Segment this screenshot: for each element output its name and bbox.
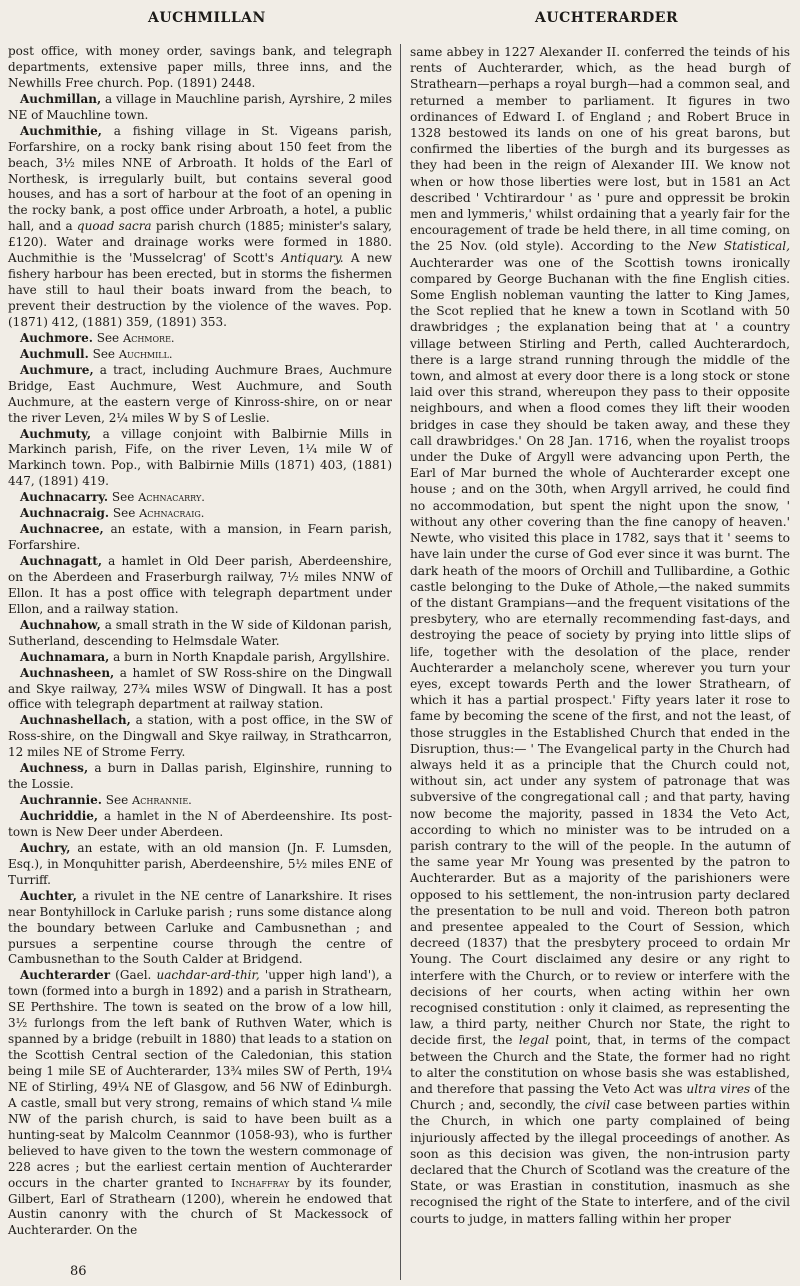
entry-auchmillan: Auchmillan, a village in Mauchline parish, Ayrshire, 2 miles NE of Mauchline town. (8, 91, 392, 122)
page-number: 86 (70, 1264, 87, 1279)
entry-auchnamara: Auchnamara, a burn in North Knapdale parish, Argyllshire. (20, 649, 390, 664)
entry-auchnacree: Auchnacree, an estate, with a mansion, in Fearn parish, Forfarshire. (8, 522, 392, 553)
right-column (410, 44, 790, 1227)
left-column (8, 44, 392, 1239)
entry-auchterarder: Auchterarder (Gael. uachdar-ard-thir, 'upper high land'), a town (formed into a burgh in 1892) and a parish in Strathearn, SE Perthshire. The town is seated on the brow of a low hill, 3½ furlongs from the left bank of Ruthven Water, which is spanned by a bridge (rebuilt in 1880) that leads to a station on the Scottish Central section of the Caledonian, this station being 1 mile SE of Auchterarder, 13¾ miles SW of Perth, 19¼ NE of Stirling, 49¼ NE of Glasgow, and 56 NW of Edinburgh. A castle, small but very strong, remains of which stand ¼ mile NW of the parish church, is said to have been built as a hunting-seat by Malcolm Ceannmor (1058-93), who is further believed to have given to the town the western commonage of 228 acres ; but the earliest certain mention of Auchterarder occurs in the charter granted to Inchaffray by its founder, Gilbert, Earl of Strathearn (1200), wherein he endowed that Austin canonry with the church of St Mackessock of Auchterarder. On the (8, 968, 392, 1238)
entry-auchnacarry: Auchnacarry. See Achnacarry. (20, 490, 205, 505)
column-divider (400, 44, 401, 1280)
entry-auchry: Auchry, an estate, with an old mansion (Jn. F. Lumsden, Esq.), in Monquhitter parish, Aberdeenshire, 5½ miles ENE of Turriff. (8, 840, 392, 887)
entry-auchriddie: Auchriddie, a hamlet in the N of Aberdeenshire. Its post-town is New Deer under Aberdeen. (8, 809, 392, 839)
continued-text: post office, with money order, savings bank, and telegraph departments, extensive paper mills, three inns, and the Newhills Free church. Pop. (1891) 2448. (8, 44, 392, 90)
running-head-right: AUCHTERARDER (535, 10, 679, 26)
entry-auchness: Auchness, a burn in Dallas parish, Elginshire, running to the Lossie. (8, 761, 392, 792)
entry-auchnacraig: Auchnacraig. See Achnacraig. (20, 506, 205, 521)
entry-auchnagatt: Auchnagatt, a hamlet in Old Deer parish, Aberdeenshire, on the Aberdeen and Fraserburgh railway, 7½ miles NNW of Ellon. It has a post office with telegraph department under Ellon, and a railway station. (8, 554, 392, 616)
entry-auchter: Auchter, a rivulet in the NE centre of Lanarkshire. It rises near Bontyhillock in Carluke parish ; runs some distance along the boundary between Carluke and Cambusnethan ; and pursues a serpentine course through the centre of Cambusnethan to the South Calder at Bridgend. (8, 888, 392, 967)
entry-auchnashellach: Auchnashellach, a station, with a post office, in the SW of Ross-shire, on the Dingwall and Skye railway, in Strathcarron, 12 miles NE of Strome Ferry. (8, 713, 392, 760)
entry-auchmuty: Auchmuty, a village conjoint with Balbirnie Mills in Markinch parish, Fife, on the river Leven, 1¼ mile W of Markinch town. Pop., with Balbirnie Mills (1871) 403, (1881) 447, (1891) 419. (8, 426, 392, 489)
entry-auchmore: Auchmore. See Achmore. (20, 330, 175, 345)
entry-auchmull: Auchmull. See Auchmill. (20, 346, 173, 361)
entry-auchmithie: Auchmithie, a fishing village in St. Vigeans parish, Forfarshire, on a rocky bank rising about 150 feet from the beach, 3½ miles NNE of Arbroath. It holds of the Earl of Northesk, is irregularly built, but contains several good houses, and has a sort of harbour at the foot of an opening in the rocky bank, a post office under Arbroath, a hotel, a public hall, and a quoad sacra parish church (1885; minister's salary, £120). Water and drainage works were formed in 1880. Auchmithie is the 'Musselcrag' of Scott's Antiquary. A new fishery harbour has been erected, but in storms the fishermen have still to haul their boats inward from the beach, to prevent their destruction by the violence of the waves. Pop. (1871) 412, (1881) 359, (1891) 353. (8, 123, 392, 329)
entry-auchnahow: Auchnahow, a small strath in the W side of Kildonan parish, Sutherland, descending to Helmsdale Water. (8, 617, 392, 648)
auchterarder-continued: same abbey in 1227 Alexander II. conferred the teinds of his rents of Auchterarder, which, as the head burgh of Strathearn—perhaps a royal burgh—had a common seal, and returned a member to parliament. It figures in two ordinances of Edward I. of England ; and Robert Bruce in 1328 bestowed its lands on one of his great barons, but confirmed the liberties of the burgh and its burgesses as they had been in the reign of Alexander III. We know not when or how those liberties were lost, but in 1581 an Act described ' Vchtirardour ' as ' pure and oppressit be brokin men and lymmeris,' whilst ordaining that a yearly fair for the encouragement of trade be held there, in all time coming, on the 25 Nov. (old style). According to the New Statistical, Auchterarder was one of the Scottish towns ironically compared by George Buchanan with the fine English cities. Some English nobleman vaunting the latter to King James, the Scot replied that he knew a town in Scotland with 50 drawbridges ; the explanation being that at ' a country village between Stirling and Perth, called Auchterardoch, there is a large strand running through the middle of the town, and almost at every door there is a long stock or stone laid over this strand, whereupon they pass to their opposite neighbours, and when a flood comes they lift their wooden bridges in case they should be taken away, and these they call drawbridges.' On 28 Jan. 1716, when the royalist troops under the Duke of Argyll were advancing upon Perth, the Earl of Mar burned the whole of Auchterarder except one house ; and on the 30th, when Argyll arrived, he could find no accommodation, but spent the night upon the snow, ' without any other covering than the fine canopy of heaven.' Newte, who visited this place in 1782, says that it ' seems to have lain under the curse of God ever since it was burnt. The dark heath of the moors of Orchill and Tullibardine, a Gothic castle belonging to the Duke of Athole,—the naked summits of the distant Grampians—and the frequent visitations of the presbytery, who are eternally recommending fast-days, and destroying the peace of society by prying into little slips of life, together with the desolation of the place, render Auchterarder a melancholy scene, wherever you turn your eyes, except towards Perth and the lower Strathearn, of which it has a partial prospect.' Fifty years later it rose to fame by becoming the scene of the first, and not the least, of those struggles in the Established Church that ended in the Disruption, thus:— ' The Evangelical party in the Church had always held it as a principle that the Church could not, without sin, act under any system of patronage that was subversive of the congregational call ; and that party, having now become the majority, passed in 1834 the Veto Act, according to which no minister was to be intruded on a parish contrary to the will of the people. In the autumn of the same year Mr Young was presented by the patron to Auchterarder. But as a majority of the parishioners were opposed to his settlement, the non-intrusion party declared the presentation to be null and void. Thereon both patron and presentee appealed to the Court of Session, which decreed (1837) that the presbytery proceed to ordain Mr Young. The Court disclaimed any desire or any right to interfere with the Church, or to review or interfere with the decisions of her courts, when acting within her own recognised constitution : only it claimed, as representing the law, a third party, neither Church nor State, the right to decide first, the legal point, that, in terms of the compact between the Church and the State, the former had no right to alter the constitution on whose basis she was established, and therefore that passing the Veto Act was ultra vires of the Church ; and, secondly, the civil case between parties within the Church, in which one party complained of being injuriously affected by the illegal proceedings of another. As soon as this decision was given, the non-intrusion party declared that the Church of Scotland was the creature of the State, or was Erastian in constitution, inasmuch as she recognised the right of the State to interfere, and of the civil courts to judge, in matters falling within her proper (410, 45, 791, 1226)
entry-auchmure: Auchmure, a tract, including Auchmure Braes, Auchmure Bridge, East Auchmure, West Auchmure, and South Auchmure, at the eastern verge of Kinross-shire, on or near the river Leven, 2¼ miles W by S of Leslie. (8, 362, 392, 425)
running-head-left: AUCHMILLAN (148, 10, 266, 26)
entry-auchnasheen: Auchnasheen, a hamlet of SW Ross-shire on the Dingwall and Skye railway, 27¾ miles WSW of Dingwall. It has a post office with telegraph department at railway station. (8, 665, 392, 712)
entry-auchrannie: Auchrannie. See Achrannie. (20, 793, 192, 808)
